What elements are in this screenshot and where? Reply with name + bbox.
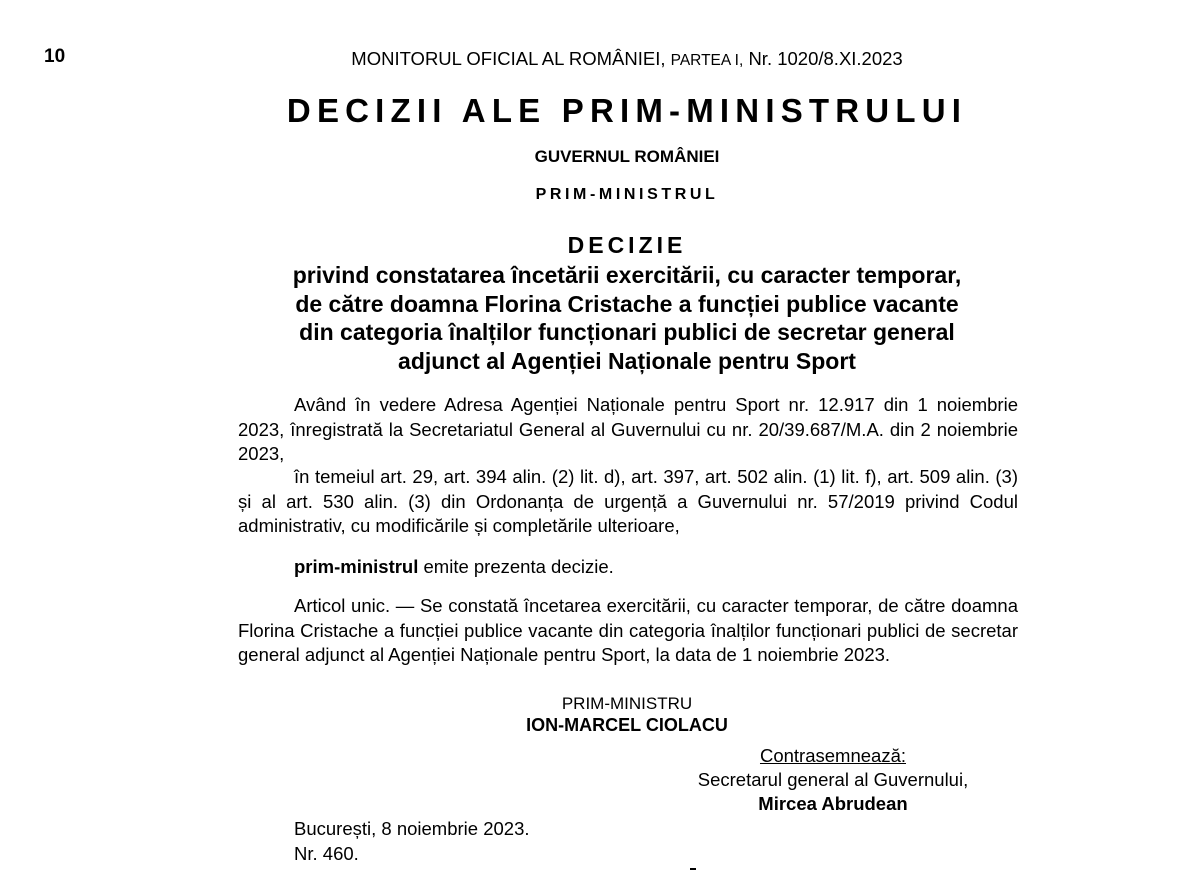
publication-issue: Nr. 1020/8.XI.2023 <box>748 48 903 69</box>
publication-name: MONITORUL OFICIAL AL ROMÂNIEI, <box>351 48 666 69</box>
signature-role: PRIM-MINISTRU <box>561 694 693 713</box>
separator-mark <box>690 868 696 870</box>
decision-label: DECIZIE <box>567 232 687 258</box>
article-unique: Articol unic. — Se constată încetarea exercitării, cu caracter temporar, de către doamna Florina Cristache a funcției publice vacante din categoria înalților funcționari publici de secretar general adjunct al Agenției Naționale pentru Sport, la data de 1 noiembrie 2023. <box>238 595 1018 665</box>
preamble-paragraph-2: în temeiul art. 29, art. 394 alin. (2) lit. d), art. 397, art. 502 alin. (1) lit. f), art. 509 alin. (3) și al art. 530 alin. (3) din Ordonanța de urgență a Guvernului nr. 57/2019 privind Codul administrativ, cu modificările și completările ulterioare, <box>238 466 1018 536</box>
enacting-formula <box>238 555 1018 580</box>
page-number: 10 <box>44 46 66 67</box>
decision-subject-line: adjunct al Agenției Naționale pentru Sport <box>398 347 856 374</box>
preamble-paragraph-1: Având în vedere Adresa Agenției Naționale pentru Sport nr. 12.917 din 1 noiembrie 2023, înregistrată la Secretariatul General al Guvernului cu nr. 20/39.687/M.A. din 2 noiembrie 2023, <box>238 394 1018 464</box>
running-header <box>0 48 1200 70</box>
publication-part: PARTEA I, <box>670 52 744 69</box>
section-title: DECIZII ALE PRIM-MINISTRULUI <box>286 92 968 129</box>
enacting-subject: prim-ministrul <box>294 556 419 577</box>
countersignature <box>668 744 998 816</box>
signature-name: ION-MARCEL CIOLACU <box>526 715 728 735</box>
decision-number: Nr. 460. <box>294 843 359 864</box>
issuer-office: PRIM-MINISTRUL <box>535 186 719 203</box>
issuer-government: GUVERNUL ROMÂNIEI <box>534 147 720 166</box>
decision-subject-line: privind constatarea încetării exercitării, cu caracter temporar, <box>292 262 962 288</box>
countersign-role: Secretarul general al Guvernului, <box>697 769 969 790</box>
place-and-date-block <box>294 816 530 866</box>
decision-subject-line: de către doamna Florina Cristache a funcției publice vacante <box>295 290 959 317</box>
place-date: București, 8 noiembrie 2023. <box>294 818 530 839</box>
enacting-rest: emite prezenta decizie. <box>418 556 614 577</box>
countersign-label: Contrasemnează: <box>759 745 907 766</box>
decision-subject-line: din categoria înalților funcționari publici de secretar general <box>299 319 955 345</box>
decision-subject <box>220 261 1034 375</box>
countersign-name: Mircea Abrudean <box>758 793 908 814</box>
